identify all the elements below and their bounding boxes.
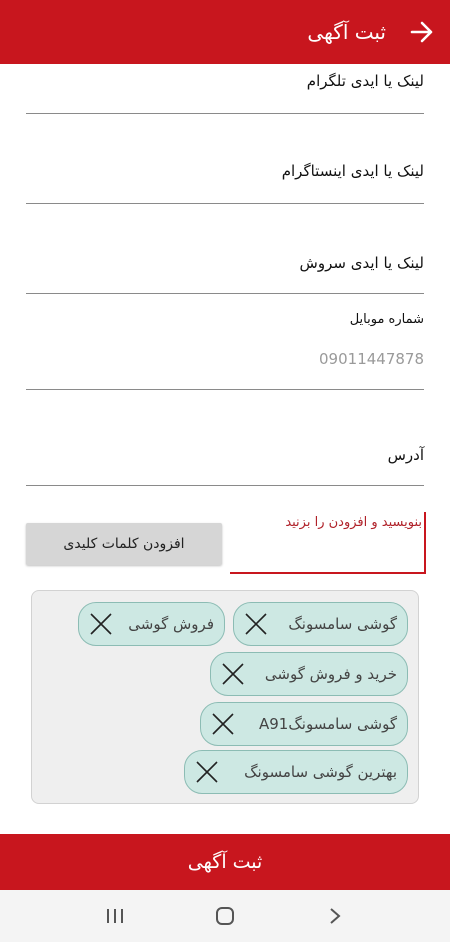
address-field[interactable]: [26, 390, 424, 486]
keyword-chip: [78, 602, 225, 646]
recents-icon[interactable]: [95, 896, 135, 936]
close-icon[interactable]: [205, 706, 241, 742]
telegram-label: لینک یا ایدی تلگرام: [306, 72, 424, 90]
app-bar: [0, 0, 450, 64]
home-icon[interactable]: [205, 896, 245, 936]
close-icon[interactable]: [189, 754, 225, 790]
submit-ad-button[interactable]: ثبت آگهی: [0, 834, 450, 890]
add-keyword-button[interactable]: افزودن کلمات کلیدی: [26, 523, 222, 565]
keyword-input[interactable]: [230, 512, 426, 574]
page-title: ثبت آگهی: [307, 20, 386, 44]
keyword-chip-label: بهترین گوشی سامسونگ: [244, 763, 397, 781]
close-icon[interactable]: [215, 656, 251, 692]
keyword-chip: [184, 750, 408, 794]
keyword-chip: [233, 602, 408, 646]
keyword-chips: [31, 590, 419, 804]
close-icon[interactable]: [238, 606, 274, 642]
keyword-input-hint: بنویسید و افزودن را بزنید: [285, 515, 422, 530]
keyword-chip-label: فروش گوشی: [128, 615, 214, 633]
instagram-field[interactable]: [26, 114, 424, 204]
keyword-chip-label: گوشی سامسونگ: [288, 615, 397, 633]
keyword-chip-label: گوشی سامسونگA91: [259, 715, 397, 733]
keyword-chip-label: خرید و فروش گوشی: [264, 665, 397, 683]
mobile-field[interactable]: [26, 294, 424, 390]
soroush-field[interactable]: [26, 204, 424, 294]
system-nav-bar: [0, 890, 450, 942]
keyword-chip: [210, 652, 408, 696]
mobile-value: 09011447878: [319, 350, 424, 368]
address-label: آدرس: [387, 446, 424, 464]
close-icon[interactable]: [83, 606, 119, 642]
chevron-right-icon[interactable]: [315, 896, 355, 936]
keyword-chip: [200, 702, 408, 746]
instagram-label: لینک یا ایدی اینستاگرام: [281, 162, 424, 180]
mobile-label: شماره موبایل: [349, 312, 424, 327]
arrow-right-icon[interactable]: [400, 10, 444, 54]
soroush-label: لینک یا ایدی سروش: [299, 254, 424, 272]
telegram-field[interactable]: [26, 64, 424, 114]
